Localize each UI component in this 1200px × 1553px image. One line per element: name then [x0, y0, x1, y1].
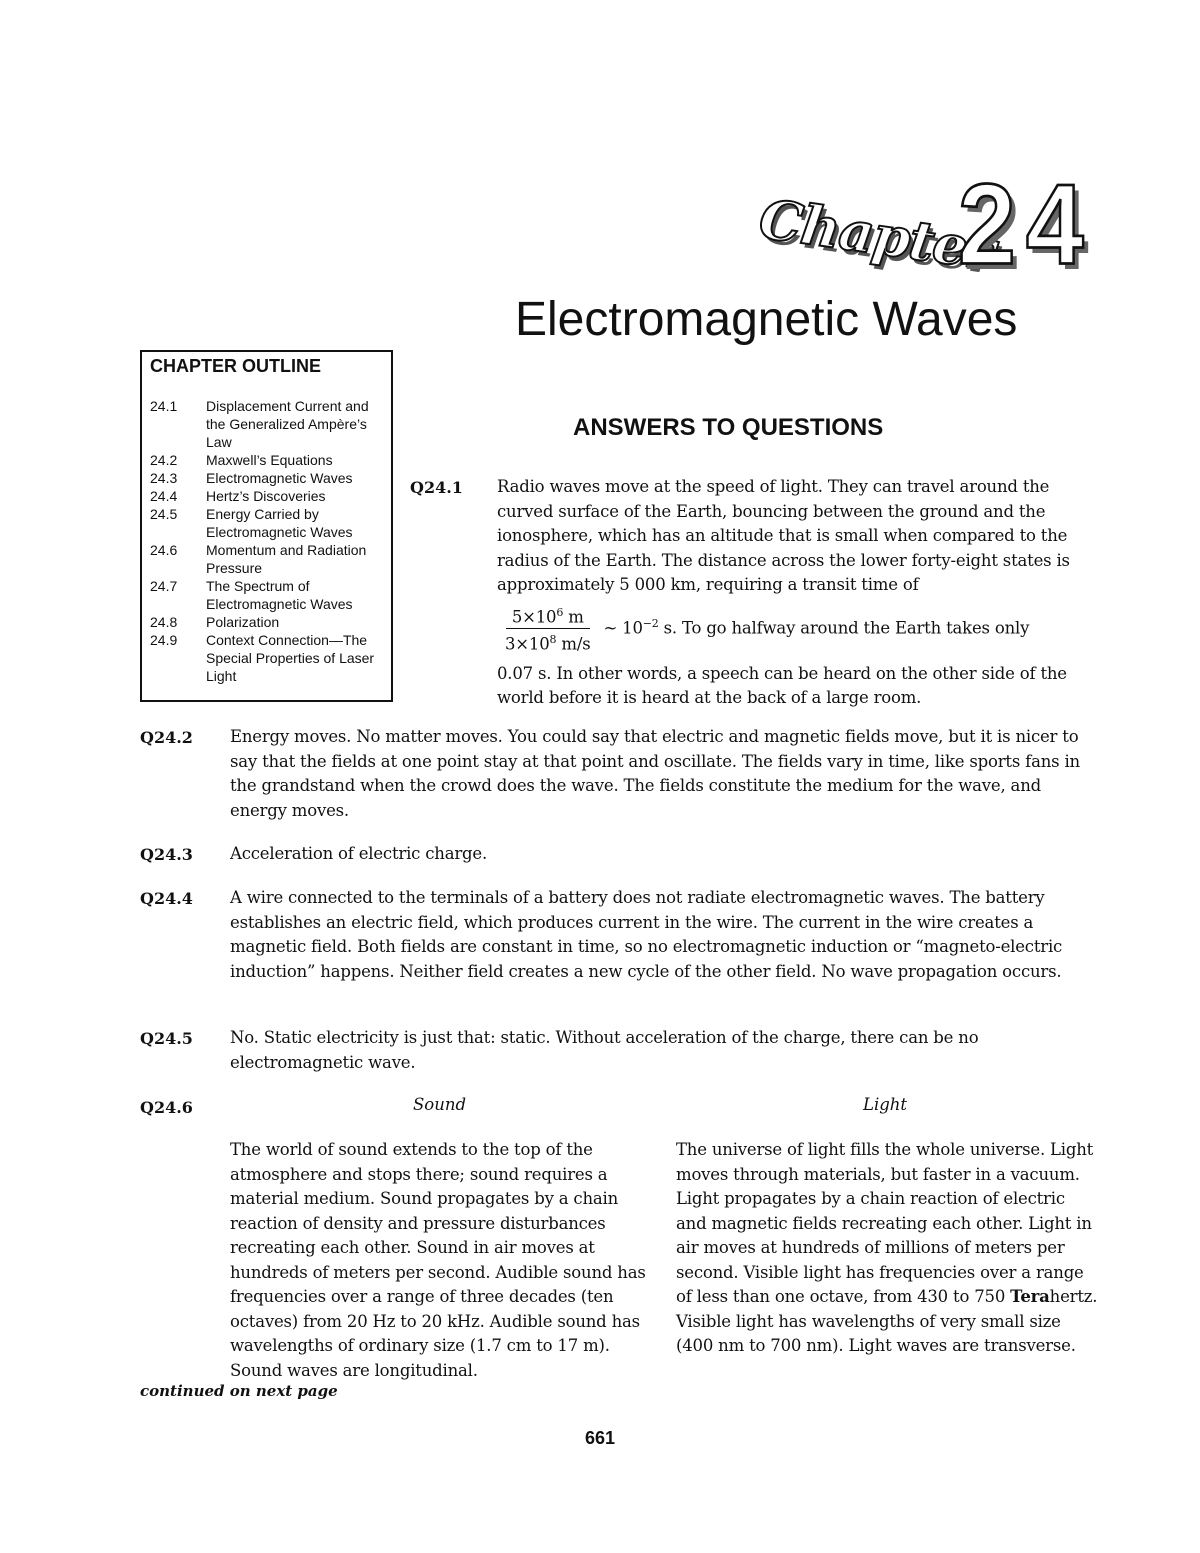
sound-column-heading: Sound — [413, 1095, 467, 1114]
approx-exponent: −2 — [642, 616, 659, 630]
chapter-outline-box — [140, 350, 393, 702]
question-label: Q24.6 — [140, 1098, 193, 1117]
question-label: Q24.2 — [140, 728, 193, 747]
chapter-word-logo: Chapter — [755, 186, 998, 283]
outline-item-text: Hertz’s Discoveries — [206, 488, 326, 504]
question-label: Q24.3 — [140, 845, 193, 864]
outline-item — [150, 469, 383, 487]
outline-item — [150, 613, 383, 631]
transit-time-fraction — [499, 602, 596, 656]
answer-q4: A wire connected to the terminals of a battery does not radiate electromagnetic waves. The battery establishes an electric field, which produces current in the wire. The current in the wire creates a magnetic field. Both fields are constant in time, so no electromagnetic induction or “magneto-electric induction” happens. Neither field creates a new cycle of the other field. No wave propagation occurs. — [230, 888, 1063, 981]
outline-item — [150, 577, 383, 613]
outline-item — [150, 541, 383, 577]
light-column-text — [676, 1138, 1100, 1359]
denominator-exponent: 8 — [549, 633, 557, 646]
approx-unit: s — [658, 618, 672, 637]
numerator-base: 5×10 — [511, 607, 557, 626]
answers-heading: ANSWERS TO QUESTIONS — [573, 414, 884, 441]
numerator-exponent: 6 — [556, 605, 564, 619]
denominator-unit: m/s — [556, 634, 591, 654]
answer-q2: Energy moves. No matter moves. You could say that electric and magnetic fields move, but it is nicer to say that the fields at one point stay at that point and oscillate. The fields vary in time, like sports fans in the grandstand when the crowd does the wave. The fields constitute the medium for the wave, and energy moves. — [230, 727, 1080, 820]
outline-item-text: Momentum and Radiation Pressure — [206, 542, 367, 576]
outline-item-number: 24.2 — [150, 452, 178, 468]
chapter-title: Electromagnetic Waves — [515, 293, 1018, 346]
outline-item-text: Energy Carried by Electromagnetic Waves — [206, 506, 353, 540]
outline-item-number: 24.6 — [150, 542, 178, 558]
outline-item-text: Polarization — [206, 614, 280, 630]
outline-item-number: 24.8 — [150, 614, 178, 630]
continued-note: continued on next page — [140, 1382, 338, 1400]
outline-item-text: The Spectrum of Electromagnetic Waves — [206, 578, 353, 612]
outline-item-number: 24.9 — [150, 632, 178, 648]
chapter-number: 24 — [958, 161, 1094, 289]
outline-item-text: Electromagnetic Waves — [206, 470, 353, 486]
answer-q3: Acceleration of electric charge. — [230, 844, 488, 863]
answer-q1-text-b: . To go halfway around the Earth takes only — [671, 618, 1030, 637]
light-text-b: hertz. Visible light has wavelengths of very small size (400 nm to 700 nm). Light waves are transverse. — [676, 1287, 1098, 1355]
outline-item — [150, 487, 383, 505]
answer-q5: No. Static electricity is just that: static. Without acceleration of the charge, there can be no electromagnetic wave. — [230, 1028, 979, 1072]
outline-item — [150, 631, 383, 685]
outline-item-number: 24.3 — [150, 470, 178, 486]
outline-item-text: Context Connection—The Special Properties of Laser Light — [206, 632, 375, 684]
answer-q1-text-c: 0.07 s. In other words, a speech can be heard on the other side of the world before it is heard at the back of a large room. — [497, 663, 1067, 707]
answer-q1 — [497, 475, 1092, 711]
outline-item-number: 24.5 — [150, 506, 178, 522]
outline-item-number: 24.1 — [150, 398, 178, 414]
light-text-bold: Tera — [1010, 1287, 1050, 1306]
outline-item — [150, 451, 383, 469]
fraction-numerator — [506, 602, 590, 630]
light-text-a: The universe of light fills the whole universe. Light moves through materials, but faster in a vacuum. Light propagates by a chain reaction of electric and magnetic fields recreating each other. Light in air moves at hundreds of millions of meters per second. Visible light has frequencies over a range of less than one octave, from 430 to 750 — [676, 1140, 1094, 1306]
sound-column-text: The world of sound extends to the top of the atmosphere and stops there; sound requires a material medium. Sound propagates by a chain reaction of density and pressure disturbances recreating each other. Sound in air moves at hundreds of meters per second. Audible sound has frequencies over a range of three decades (ten octaves) from 20 Hz to 20 kHz. Audible sound has wavelengths of ordinary size (1.7 cm to 17 m). Sound waves are longitudinal. — [230, 1140, 646, 1380]
outline-item-text: Displacement Current and the Generalized Ampère’s Law — [206, 398, 369, 450]
outline-item — [150, 505, 383, 541]
fraction-denominator — [499, 629, 596, 656]
question-label: Q24.1 — [410, 478, 463, 497]
outline-item-number: 24.7 — [150, 578, 178, 594]
answer-q1-text-a: Radio waves move at the speed of light. They can travel around the curved surface of the Earth, bouncing between the ground and the ionosphere, which has an altitude that is small when compared to the radius of the Earth. The distance across the lower forty-eight states is approximately 5 000 km, requiring a transit time of — [497, 477, 1070, 594]
outline-heading: CHAPTER OUTLINE — [150, 356, 321, 376]
question-label: Q24.4 — [140, 889, 193, 908]
outline-item — [150, 397, 383, 451]
outline-item-text: Maxwell’s Equations — [206, 452, 333, 468]
denominator-base: 3×10 — [505, 634, 550, 654]
page-number: 661 — [584, 1428, 616, 1448]
question-label: Q24.5 — [140, 1029, 193, 1048]
answer-q1-equation — [497, 602, 1092, 656]
light-column-heading: Light — [863, 1095, 908, 1114]
outline-item-number: 24.4 — [150, 488, 178, 504]
approx-value: ~ 10 — [598, 618, 643, 637]
numerator-unit: m — [563, 607, 584, 626]
